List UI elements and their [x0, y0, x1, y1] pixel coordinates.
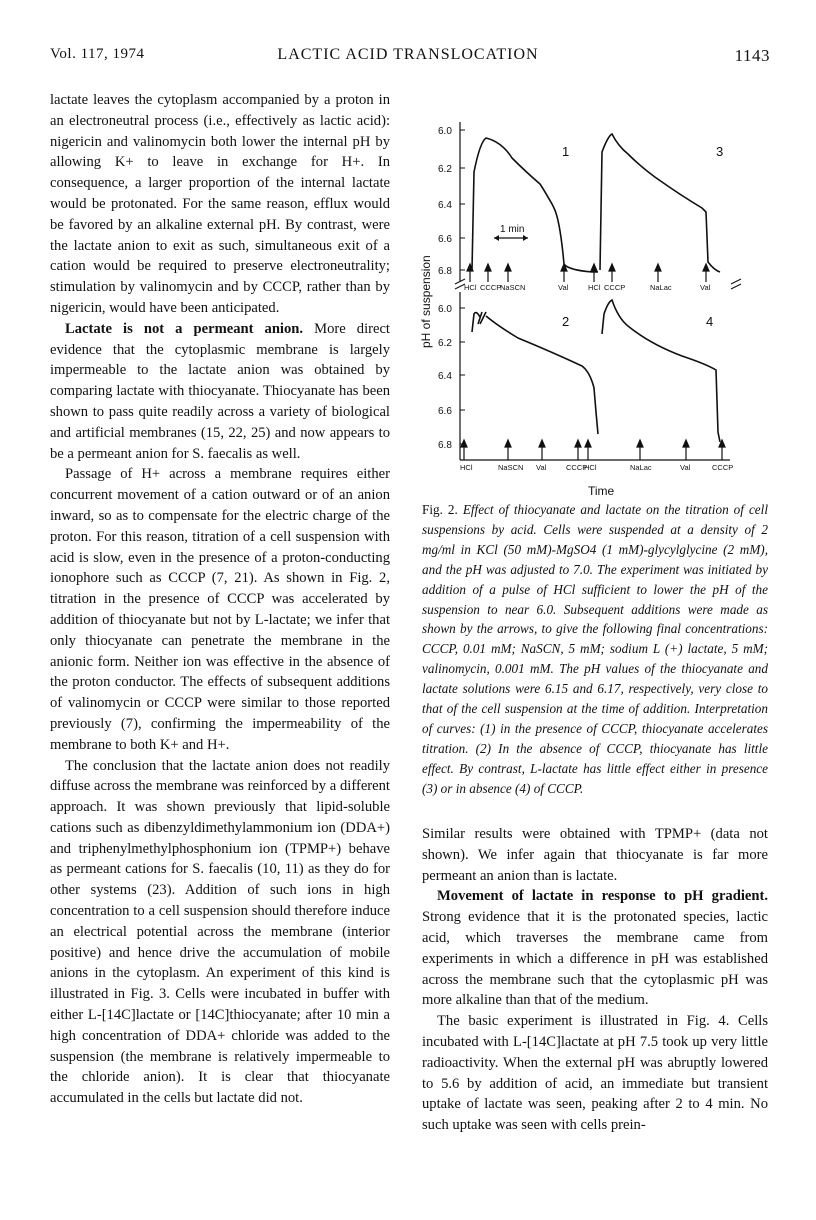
addition-label: Val: [536, 463, 547, 472]
addition-label: CCCP: [712, 463, 734, 472]
section-heading: Lactate is not a permeant anion.: [65, 320, 304, 337]
curve-label: 4: [706, 314, 714, 329]
curve-4: [602, 300, 720, 442]
caption-text: Effect of thiocyanate and lactate on the titration of cell suspensions by acid. Cells were suspended at a density of 2 mg/ml in KCl (50 mM)-MgSO4 (1 mM)-glycylglycine (2 mM), and the pH was adjusted to 7.0. The experiment was initiated by addition of a pulse of HCl sufficient to lower the pH of the suspension to near 6.0. Subsequent additions were made as shown by the arrows, to give the following final concentrations: CCCP, 0.01 mM; NaSCN, 5 mM; sodium L (+) lactate, 5 mM; valinomycin, 0.001 mM. The pH values of the thiocyanate and lactate solutions were 6.15 and 6.17, respectively, very close to that of the cell suspension at the time of addition. Interpretation of curves: (1) in the presence of CCCP, thiocyanate accelerates titration. (2) In the absence of CCCP, thiocyanate has little effect. By contrast, L-lactate has little effect either in presence (3) or in absence (4) of CCCP.: [422, 502, 768, 796]
paragraph-text: Strong evidence that it is the protonated species, lactic acid, which traverses the membrane came from experiments in which a difference in pH was established across the membrane such that the cytoplasmic pH was more alkaline than that of the medium.: [422, 909, 768, 1009]
y-tick-label: 6.0: [438, 126, 452, 137]
y-tick-label: 6.6: [438, 406, 452, 417]
paragraph: lactate leaves the cytoplasm accompanied by a proton in an electroneutral process (i.e., effectively as lactic acid): nigericin and valinomycin both lower the internal pH by allowing K+ to leave in exchange for H+. In consequence, a larger proportion of the internal lactate would be protonated. For the same reason, efflux would be favored by an alkaline external pH. By contrast, were the lactate anion to exit as such, simultaneous exit of a cation would be required to preserve electroneutrality; stimulation by valinomycin and by CCCP, rather than by nigericin, would have been anticipated.: [50, 92, 390, 316]
addition-label: Val: [558, 283, 569, 292]
paragraph: [50, 319, 390, 465]
addition-label: CCCP: [566, 463, 588, 472]
x-axis-label: Time: [588, 484, 615, 498]
y-axis-label: pH of suspension: [419, 255, 433, 348]
addition-label: CCCP: [480, 283, 502, 292]
addition-label: HCl: [588, 283, 601, 292]
addition-label: HCl: [584, 463, 597, 472]
addition-label: NaSCN: [500, 283, 526, 292]
addition-label: NaLac: [650, 283, 672, 292]
left-column: [50, 90, 390, 1109]
section-heading: Movement of lactate in response to pH gradient.: [437, 888, 768, 905]
y-tick-label: 6.4: [438, 200, 452, 211]
y-tick-label: 6.8: [438, 266, 452, 277]
addition-label: NaSCN: [498, 463, 524, 472]
y-tick-label: 6.6: [438, 234, 452, 245]
page-number: 1143: [734, 46, 770, 65]
figure-caption: [422, 500, 768, 799]
titration-chart: [419, 112, 768, 502]
paragraph: Passage of H+ across a membrane requires either concurrent movement of a cation outward or of an anion inward, so as to compensate for the electric charge of the proton. For this reason, titration of a cell suspension with acid is slow, even in the presence of a proton-conducting ionophore such as CCCP (7, 21). As shown in Fig. 2, titration in the presence of CCCP was accelerated by addition of thiocyanate but not by L-lactate; we infer that only thiocyanate can penetrate the membrane in the anionic form. Neither ion was effective in the absence of the proton conductor. The effects of subsequent additions of valinomycin or CCCP were similar to those reported previously (7), confirming the impermeability of the membrane to both K+ and H+.: [50, 466, 390, 753]
curve-label: 3: [716, 144, 724, 159]
curve-1: [472, 138, 598, 272]
running-header-volume: Vol. 117, 1974: [50, 46, 145, 62]
y-tick-label: 6.4: [438, 371, 452, 382]
y-tick-label: 6.8: [438, 440, 452, 451]
y-tick-label: 6.2: [438, 164, 452, 175]
addition-label: HCl: [464, 283, 477, 292]
paragraph: [422, 886, 768, 1011]
y-tick-label: 6.2: [438, 338, 452, 349]
curve-2: [472, 312, 598, 434]
paragraph: The basic experiment is illustrated in Fig. 4. Cells incubated with L-[14C]lactate at pH 7.5 took up very little radioactivity. When the external pH was abruptly lowered to 5.6 by addition of acid, an immediate but transient uptake of lactate was seen, peaking after 2 to 4 min. No such uptake was seen with cells prein-: [422, 1013, 768, 1134]
addition-label: Val: [680, 463, 691, 472]
scale-bar-label: 1 min: [500, 224, 525, 235]
running-header-title: LACTIC ACID TRANSLOCATION: [277, 46, 539, 63]
caption-label: Fig. 2.: [422, 502, 458, 517]
addition-label: CCCP: [604, 283, 626, 292]
paragraph-text: More direct evidence that the cytoplasmic membrane is largely impermeable to the lactate anion was obtained by comparing lactate with thiocyanate. Thiocyanate has been shown to pass quite readily across a variety of biological and artificial membranes (15, 22, 25) and now appears to be a permeant anion for S. faecalis as well.: [50, 320, 390, 462]
curve-3: [600, 134, 720, 272]
figure-2: [419, 112, 768, 502]
curve-label: 2: [562, 314, 570, 329]
addition-label: Val: [700, 283, 711, 292]
right-column: [422, 824, 768, 1136]
curve-label: 1: [562, 144, 570, 159]
addition-label: HCl: [460, 463, 473, 472]
paragraph: The conclusion that the lactate anion does not readily diffuse across the membrane was reinforced by a different approach. It was shown previously that lipid-soluble cations such as dibenzyldimethylammonium ion (DDA+) and triphenylmethylphosphonium ion (TPMP+) behave as permeant cations for S. faecalis (10, 11) as they do for other systems (23). Addition of such ions in high concentration to a cell suspension should therefore induce an electrical potential across the membrane (interior positive) and hence drive the accumulation of mobile anions in the cytoplasm. An experiment of this kind is illustrated in Fig. 3. Cells were incubated in buffer with either L-[14C]lactate or [14C]thiocyanate; after 10 min a high concentration of DDA+ chloride was added to the suspension (the membrane is relatively impermeable to the chloride anion). It is clear that thiocyanate accumulated in the cells but lactate did not.: [50, 757, 390, 1107]
y-tick-label: 6.0: [438, 304, 452, 315]
paragraph: Similar results were obtained with TPMP+ (data not shown). We infer again that thiocyanate is far more permeant an anion than is lactate.: [422, 826, 768, 884]
addition-label: NaLac: [630, 463, 652, 472]
